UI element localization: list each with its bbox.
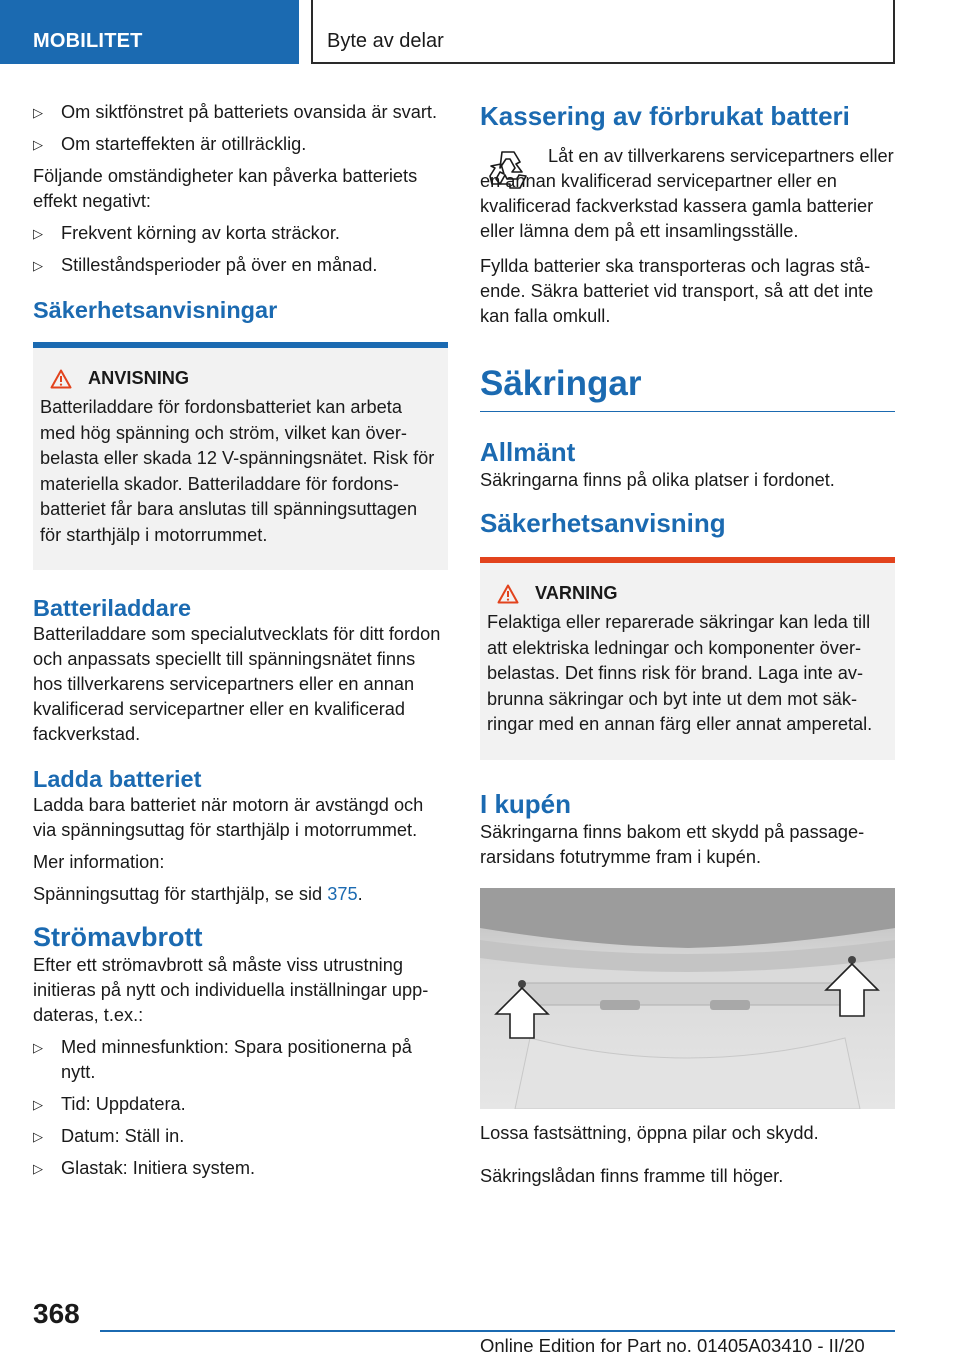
- paragraph: Efter ett strömavbrott så måste viss utrustning initieras på nytt och individuella inställningar uppdateras, t.ex.:: [33, 955, 429, 1025]
- notice-box: [33, 342, 448, 570]
- section-heading: Strömavbrott: [33, 922, 203, 952]
- paragraph: Säkringarna finns på olika platser i fordonet.: [480, 470, 835, 490]
- paragraph: Fyllda batterier ska transporteras och lagras stående. Säkra batteriet vid transport, så att det inte kan falla omkull.: [480, 256, 874, 326]
- list-item: ▷ Stilleståndsperioder på över en månad.: [33, 253, 448, 278]
- left-column: [33, 100, 448, 1188]
- list-item: ▷ Glastak: Initiera system.: [33, 1156, 448, 1181]
- paragraph: Säkringarna finns bakom ett skydd på passagerarsidans fotutrymme fram i kupén.: [480, 821, 865, 867]
- recycle-icon: [482, 146, 534, 198]
- chapter-heading: Säkringar: [480, 363, 895, 412]
- section-heading: Säkerhetsanvisning: [480, 508, 726, 538]
- section-heading: I kupén: [480, 788, 572, 819]
- list-item: ▷ Frekvent körning av korta sträckor.: [33, 221, 448, 246]
- warning-text: Felaktiga eller reparerade säkringar kan leda till att elektriska ledningar och komponenter överbelastas. Det finns risk för brand. Laga inte avbrunna säkringar och byt inte ut dem mot säkringar med en annan färg eller annat amperetal.: [487, 612, 873, 734]
- warning-title: VARNING: [535, 583, 618, 603]
- paragraph: Låt en av tillverkarens servicepartners eller en annan kvalificerad servicepartner eller en kvalificerad fackverkstad kassera gamla batterier eller lämna dem på ett insamlingsställe.: [480, 146, 894, 241]
- triangle-bullet-icon: ▷: [33, 258, 43, 273]
- list-item: ▷ Tid: Uppdatera.: [33, 1092, 448, 1117]
- image-caption: Lossa fastsättning, öppna pilar och skydd.: [480, 1122, 819, 1143]
- page-reference-link[interactable]: 375: [327, 884, 358, 904]
- warning-box: [480, 557, 895, 760]
- section-heading: Allmänt: [480, 437, 576, 467]
- list-item: ▷ Om starteffekten är otillräcklig.: [33, 132, 448, 157]
- list-item: ▷ Datum: Ställ in.: [33, 1124, 448, 1149]
- paragraph: Ladda bara batteriet när motorn är avstängd och via spänningsuttag för starthjälp i motorrummet.: [33, 795, 424, 840]
- reference-paragraph: Spänningsuttag för starthjälp, se sid 375.: [33, 884, 363, 904]
- topic-title: Byte av delar: [327, 30, 444, 52]
- paragraph: Mer information:: [33, 852, 165, 872]
- paragraph: Följande omständigheter kan påverka batteriets effekt negativt:: [33, 166, 418, 211]
- page-number: 368: [33, 1298, 80, 1329]
- edition-note: Online Edition for Part no. 01405A03410 - II/20: [480, 1335, 865, 1356]
- footer-divider: [100, 1330, 895, 1332]
- section-title: MOBILITET: [33, 30, 143, 52]
- triangle-bullet-icon: ▷: [33, 137, 43, 152]
- topic-tab: [311, 0, 895, 64]
- triangle-bullet-icon: ▷: [33, 105, 43, 120]
- triangle-bullet-icon: ▷: [33, 1040, 43, 1055]
- list-item: ▷ Om siktfönstret på batteriets ovansida är svart.: [33, 100, 448, 125]
- section-heading: Säkerhetsanvisningar: [33, 297, 278, 323]
- fuse-cover-photo: [480, 888, 895, 1109]
- triangle-bullet-icon: ▷: [33, 1161, 43, 1176]
- photo-illustration: [480, 888, 895, 1109]
- paragraph: Batteriladdare som specialutvecklats för ditt fordon och anpassats speciellt till spänningsnätet finns hos tillverkarens servicepartners eller en annan kvalificerad servicepartner eller en kvalificerad fackverkstad.: [33, 624, 441, 744]
- right-column: [480, 100, 895, 1196]
- section-heading: Batteriladdare: [33, 595, 192, 621]
- section-tab: [0, 0, 299, 64]
- paragraph: Säkringslådan finns framme till höger.: [480, 1165, 784, 1186]
- list-item: ▷ Med minnesfunktion: Spara positionerna på nytt.: [33, 1037, 412, 1082]
- section-heading: Kassering av förbrukat batteri: [480, 101, 850, 131]
- section-heading: Ladda batteriet: [33, 766, 202, 792]
- notice-text: Batteriladdare för fordonsbatteriet kan arbeta med hög spänning och ström, vilket kan överbelasta eller skada 12 V-spänningsnätet. Risk för materiella skador. Batteriladdare för fordonsbatteriet får bara anslutas till spänningsuttagen för starthjälp i motorrummet.: [40, 397, 435, 545]
- triangle-bullet-icon: ▷: [33, 1129, 43, 1144]
- warning-triangle-icon: [497, 584, 519, 604]
- warning-triangle-icon: [50, 369, 72, 389]
- notice-title: ANVISNING: [88, 368, 190, 388]
- triangle-bullet-icon: ▷: [33, 1097, 43, 1112]
- triangle-bullet-icon: ▷: [33, 226, 43, 241]
